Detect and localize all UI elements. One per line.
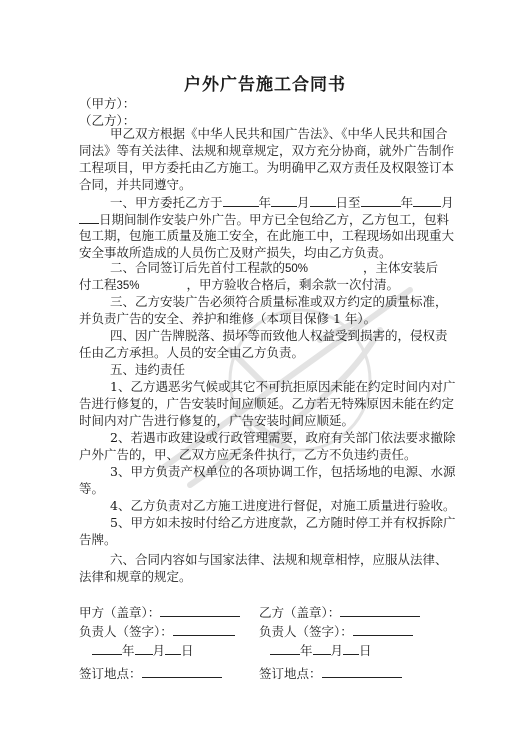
- preamble-line: 同法》等有关法律、法规和规章规定，双方充分协商，就外广告制作: [79, 143, 455, 158]
- clause-5-line: 4、乙方负责对乙方施工进度进行督促，对施工质量进行验收。: [110, 498, 456, 513]
- clause-5-line: 5、甲方如未按时付给乙方进度款，乙方随时停工并有权拆除广: [110, 515, 456, 530]
- blank-line: [135, 642, 153, 655]
- clause-3-line: 并负责广告的安全、养护和维修（本项目保修 1 年）。: [79, 311, 377, 326]
- blank-line: [79, 211, 99, 224]
- party-a-date-field: 年 月 日: [92, 641, 194, 659]
- blank-line: [160, 604, 240, 617]
- clause-2-line: 付工程35% ，甲方验收合格后，剩余款一次付清。: [79, 277, 400, 292]
- clause-5-line: 2、若遇市政建设或行政管理需要，政府有关部门依法要求撤除: [110, 430, 456, 445]
- blank-line: [343, 642, 359, 655]
- clause-1-line: 日期间制作安装户外广告。甲方已全包给乙方，乙方包工，包料: [79, 211, 449, 228]
- blank-line: [353, 623, 413, 636]
- clause-1-line: 一、甲方委托乙方于 年 月 日至 年 月: [110, 195, 454, 210]
- preamble-line: 甲乙双方根据《中华人民共和国广告法》、《中华人民共和国合: [110, 126, 448, 141]
- party-a-label: （甲方）：: [79, 96, 136, 111]
- clause-3-line: 三、乙方安装广告必须符合质量标准或双方约定的质量标准，: [110, 294, 448, 309]
- blank-line: [92, 642, 122, 655]
- blank-line: [223, 194, 259, 207]
- preamble-line: 合同，并共同遵守。: [79, 177, 192, 192]
- clause-5-line: 1、乙方遇恶劣气候或其它不可抗拒原因未能在约定时间内对广: [110, 379, 456, 394]
- party-a-sign-field: 负责人（签字）：: [79, 622, 235, 640]
- clause-4-line: 任由乙方承担。人员的安全由乙方负责。: [79, 345, 305, 360]
- clause-5-heading: 五、违约责任: [110, 362, 186, 377]
- party-b-sign-field: 负责人（签字）：: [259, 622, 413, 640]
- document-title: 户外广告施工合同书: [184, 75, 346, 95]
- clause-1-line: 安全事故所造成的人员伤亡及财产损失，均由乙方负责。: [79, 245, 392, 260]
- party-b-date-field: 年 月 日: [270, 641, 372, 659]
- blank-line: [413, 194, 441, 207]
- blank-line: [271, 194, 297, 207]
- blank-line: [361, 194, 401, 207]
- blank-line: [340, 604, 420, 617]
- blank-line: [165, 642, 181, 655]
- clause-2-line: 二、合同签订后先首付工程款的50% ，主体安装后: [110, 260, 439, 275]
- clause-4-line: 四、因广告牌脱落、损坏等而致他人权益受到损害的，侵权责: [110, 328, 448, 343]
- clause-6-line: 法律和规章的规定。: [79, 569, 192, 584]
- clause-5-line: 3、甲方负责产权单位的各项协调工作，包括场地的电源、水源: [110, 464, 456, 479]
- clause-5-line: 等。: [79, 481, 105, 496]
- blank-line: [173, 623, 235, 636]
- clause-5-line: 时间内对广告进行修复的，广告安装时间应顺延。: [79, 413, 355, 428]
- preamble-line: 工程项目，甲方委托由乙方施工。为明确甲乙双方责任及权限签订本: [79, 160, 455, 175]
- party-a-place-field: 签订地点：: [79, 664, 222, 682]
- clause-5-line: 户外广告的，甲、乙双方应无条件执行，乙方不负违约责任。: [79, 447, 417, 462]
- blank-line: [270, 642, 300, 655]
- party-b-label: （乙方）：: [79, 113, 136, 128]
- blank-line: [322, 665, 402, 678]
- blank-line: [310, 194, 336, 207]
- blank-line: [313, 642, 331, 655]
- party-b-seal-field: 乙方（盖章）：: [259, 603, 420, 621]
- clause-1-line: 包工期，包施工质量及施工安全，在此施工中，工程现场如出现重大: [79, 228, 455, 243]
- clause-5-line: 告牌。: [79, 532, 117, 547]
- blank-line: [142, 665, 222, 678]
- party-a-seal-field: 甲方（盖章）：: [79, 603, 240, 621]
- clause-6-line: 六、合同内容如与国家法律、法规和规章相悖，应服从法律、: [110, 552, 448, 567]
- clause-5-line: 告进行修复的，广告安装时间应顺延。乙方若无特殊原因未能在约定: [79, 396, 455, 411]
- party-b-place-field: 签订地点：: [259, 664, 402, 682]
